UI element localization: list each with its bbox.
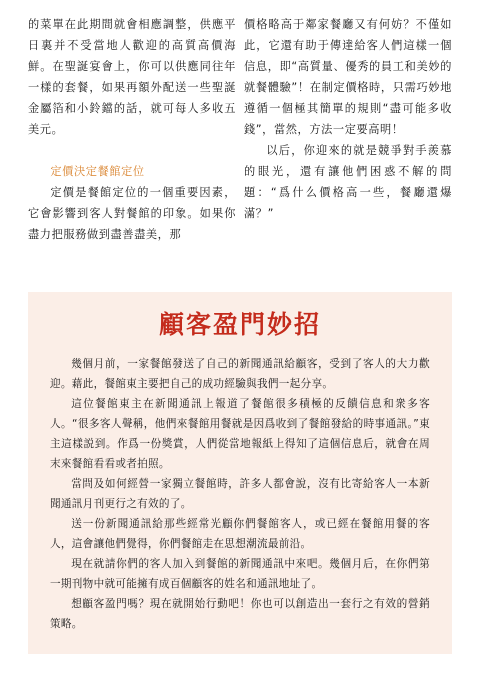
sidebar-paragraph: 想顧客盈門嗎？現在就開始行動吧！你也可以創造出一套行之有效的營銷策略。 bbox=[50, 598, 430, 630]
sidebar-paragraph: 幾個月前，一家餐館發送了自己的新聞通訊給顧客，受到了客人的大力歡迎。藉此，餐館東主要把自己的成功經驗與我們一起分享。 bbox=[50, 358, 430, 390]
sidebar-paragraph: 送一份新聞通訊給那些經常光顧你們餐館客人，或已經在餐館用餐的客人，這會讓他們覺得，你們餐館走在思想潮流最前沿。 bbox=[50, 518, 430, 550]
sidebar-paragraph: 這位餐館東主在新聞通訊上報道了餐館很多積極的反饋信息和衆多客人。“很多客人聲稱，他們來餐館用餐就是因爲收到了餐館發給的時事通訊。”東主這樣説到。作爲一份獎賞，人們從當地報紙上得知了這個信息后，就會在周末來餐館看看或者拍照。 bbox=[50, 398, 430, 470]
right-column bbox=[244, 14, 452, 245]
sidebar-title: 顧客盈門妙招 bbox=[158, 310, 321, 339]
left-paragraph-1: 的菜單在此期間就會相應調整，供應平日裏并不受當地人歡迎的高質高價海鮮。在聖誕宴會上，你可以供應同往年一樣的套餐，如果再額外配送一些聖誕金屬箔和小鈴鐺的話，就可每人多收五美元。 bbox=[28, 18, 236, 136]
sidebar-paragraph: 當問及如何經營一家獨立餐館時，許多人都會說，沒有比寄給客人一本新聞通訊月刊更行之有效的了。 bbox=[50, 478, 430, 510]
left-paragraph-2: 定價是餐館定位的一個重要因素，它會影響到客人對餐館的印象。如果你盡力把服務做到盡善盡美，那 bbox=[28, 186, 236, 241]
sidebar-paragraph: 現在就請你們的客人加入到餐館的新聞通訊中來吧。幾個月后，在你們第一期刊物中就可能擁有成百個顧客的姓名和通訊地址了。 bbox=[50, 558, 430, 590]
left-column bbox=[28, 14, 236, 245]
tips-sidebar bbox=[28, 292, 452, 654]
two-column-article bbox=[28, 14, 452, 245]
right-paragraph-2: 以后，你迎來的就是競爭對手羨慕的眼光，還有讓他們困惑不解的問題：“爲什么價格高一些，餐廳還爆滿？” bbox=[244, 144, 452, 220]
section-subheading: 定價決定餐館定位 bbox=[50, 165, 145, 178]
right-paragraph-1: 價格略高于鄰家餐廳又有何妨？不僅如此，它還有助于傳達給客人們這樣一個信息，即“高質量、優秀的員工和美妙的就餐體驗”！在制定價格時，只需巧妙地遵循一個極其簡單的規則“盡可能多收錢”，當然，方法一定要高明！ bbox=[244, 18, 452, 136]
